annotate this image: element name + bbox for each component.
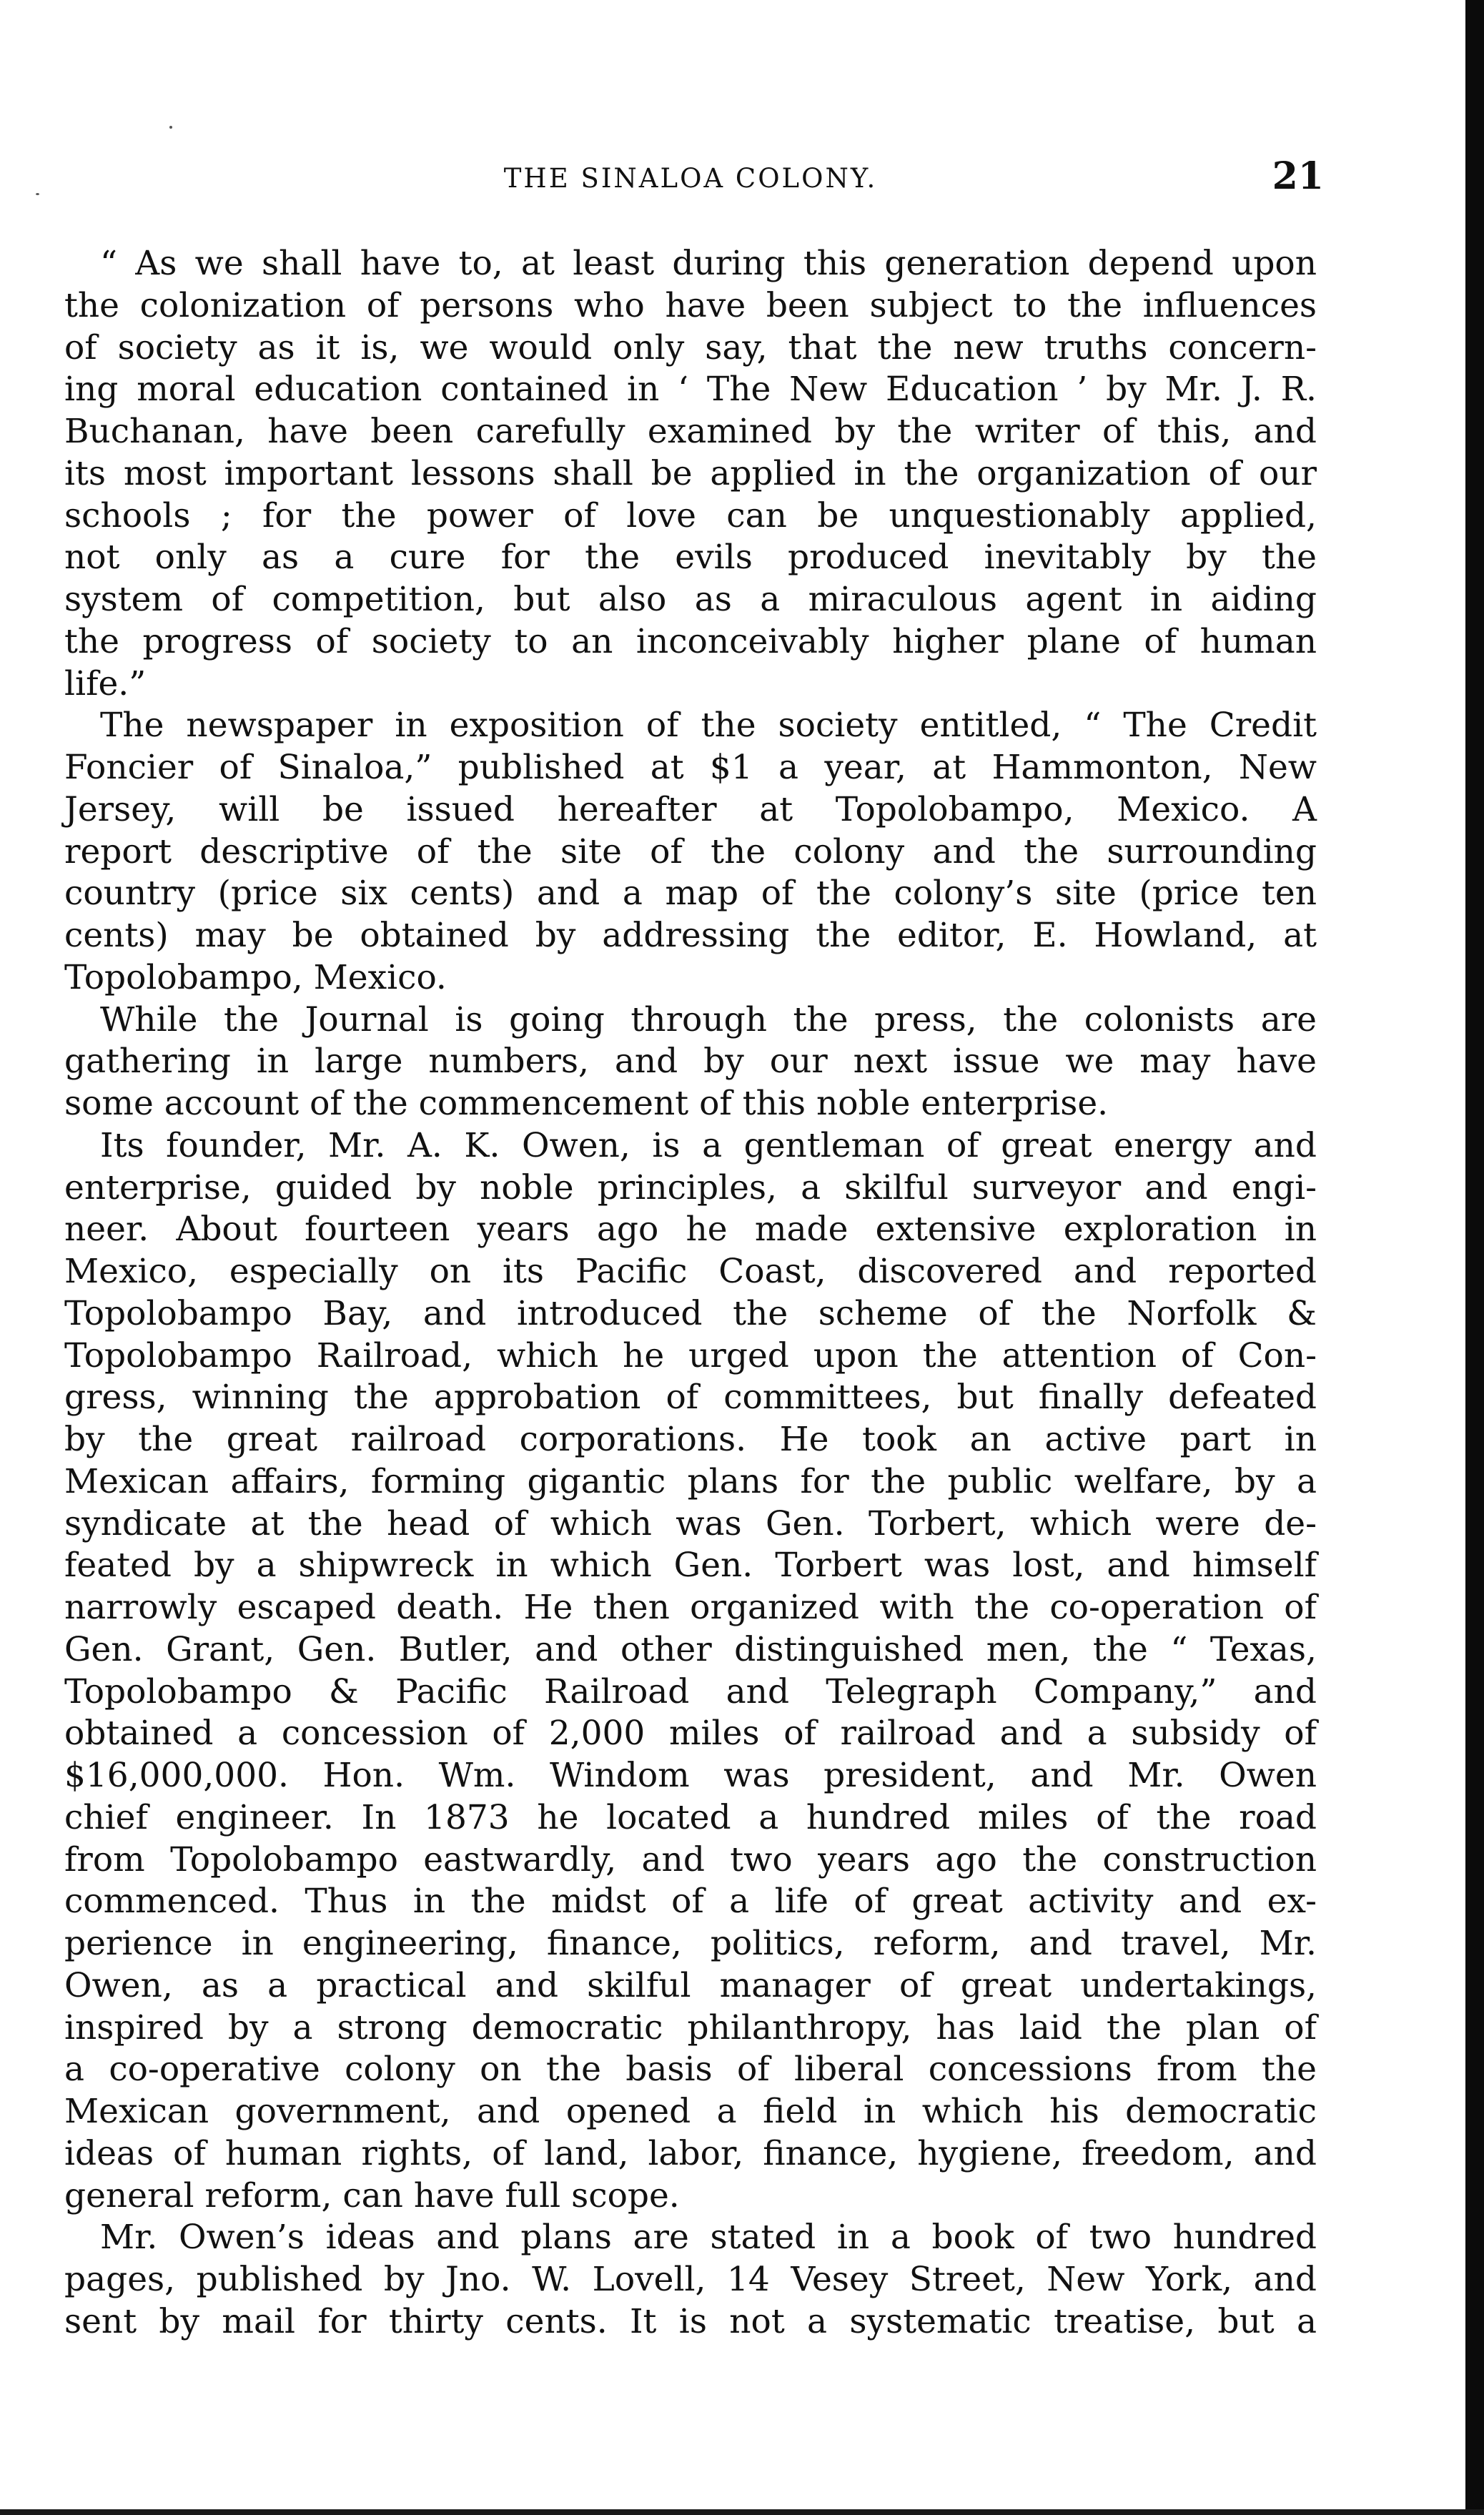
text-line: Mexican affairs, forming gigantic plans for the public welfare, by a [64,1461,1317,1501]
text-line: ing moral education contained in ‘ The New Education ’ by Mr. J. R. [64,370,1317,410]
text-line: pages, published by Jno. W. Lovell, 14 Vesey Street, New York, and [64,2260,1317,2299]
text-line: cents) may be obtained by addressing the editor, E. Howland, at [64,916,1317,955]
text-line: the colonization of persons who have been subject to the influences [64,285,1317,325]
text-line: commenced. Thus in the midst of a life of great activity and ex- [64,1882,1317,1922]
text-line: from Topolobampo eastwardly, and two years ago the construction [64,1839,1317,1879]
text-line: While the Journal is going through the press, the colonists are [100,999,1317,1039]
text-line: by the great railroad corporations. He took an active part in [64,1420,1317,1459]
text-line: The newspaper in exposition of the society entitled, “ The Credit [100,706,1317,746]
text-line: Mexico, especially on its Pacific Coast, discovered and reported [64,1252,1317,1291]
text-line: gathering in large numbers, and by our next issue we may have [64,1042,1317,1082]
text-line: Mexican government, and opened a field in which his democratic [64,2092,1317,2131]
text-line: perience in engineering, finance, politics, reform, and travel, Mr. [64,1924,1317,1963]
text-line: Jersey, will be issued hereafter at Topolobampo, Mexico. A [64,789,1317,829]
page-edge-shadow [1465,0,1484,2515]
page-bottom-edge [0,2509,1484,2515]
text-line: Owen, as a practical and skilful manager of great undertakings, [64,1965,1317,2005]
text-line: Topolobampo Railroad, which he urged upon the attention of Con- [64,1335,1317,1375]
text-line: Its founder, Mr. A. K. Owen, is a gentleman of great energy and [100,1125,1317,1165]
text-line: obtained a concession of 2,000 miles of railroad and a subsidy of [64,1714,1317,1754]
text-line: some account of the commencement of this noble enterprise. [64,1084,1109,1123]
text-line: feated by a shipwreck in which Gen. Torbert was lost, and himself [64,1546,1317,1586]
text-line: Foncier of Sinaloa,” published at $1 a year, at Hammonton, New [64,748,1317,787]
text-line: inspired by a strong democratic philanthropy, has laid the plan of [64,2007,1317,2047]
text-line: Topolobampo Bay, and introduced the scheme of the Norfolk & [64,1293,1317,1333]
text-line: Topolobampo & Pacific Railroad and Telegraph Company,” and [64,1671,1317,1711]
text-line: Buchanan, have been carefully examined by the writer of this, and [64,412,1317,451]
text-line: “ As we shall have to, at least during this generation depend upon [100,244,1317,283]
text-line: narrowly escaped death. He then organized with the co-operation of [64,1588,1317,1627]
text-line: chief engineer. In 1873 he located a hundred miles of the road [64,1797,1317,1837]
text-line: neer. About fourteen years ago he made extensive exploration in [64,1210,1317,1250]
text-line: gress, winning the approbation of committees, but finally defeated [64,1378,1317,1418]
text-line: its most important lessons shall be applied in the organization of our [64,453,1317,493]
scan-speck [36,193,39,195]
text-line: Gen. Grant, Gen. Butler, and other distinguished men, the “ Texas, [64,1629,1317,1669]
text-line: syndicate at the head of which was Gen. Torbert, which were de- [64,1503,1317,1543]
text-line: enterprise, guided by noble principles, a skilful surveyor and engi- [64,1167,1317,1207]
body-text [64,243,1317,2343]
running-header [64,154,1324,204]
text-line: $16,000,000. Hon. Wm. Windom was president, and Mr. Owen [64,1756,1317,1795]
text-line: schools ; for the power of love can be unquestionably applied, [64,495,1317,535]
text-line: report descriptive of the site of the colony and the surrounding [64,831,1317,871]
text-line: the progress of society to an inconceivably higher plane of human [64,621,1317,661]
scan-speck [169,126,172,129]
page-number: 21 [1272,154,1324,198]
text-line: of society as it is, we would only say, that the new truths concern- [64,327,1317,367]
text-line: Topolobampo, Mexico. [64,957,447,997]
text-line: a co-operative colony on the basis of liberal concessions from the [64,2050,1317,2090]
text-line: country (price six cents) and a map of the colony’s site (price ten [64,874,1317,914]
text-line: Mr. Owen’s ideas and plans are stated in a book of two hundred [100,2218,1317,2258]
text-line: sent by mail for thirty cents. It is not a systematic treatise, but a [64,2301,1317,2341]
text-line: life.” [64,663,147,703]
text-line: system of competition, but also as a miraculous agent in aiding [64,580,1317,619]
running-title: THE SINALOA COLONY. [503,163,878,194]
text-line: not only as a cure for the evils produced inevitably by the [64,538,1317,578]
text-line: general reform, can have full scope. [64,2175,680,2215]
text-line: ideas of human rights, of land, labor, finance, hygiene, freedom, and [64,2133,1317,2173]
